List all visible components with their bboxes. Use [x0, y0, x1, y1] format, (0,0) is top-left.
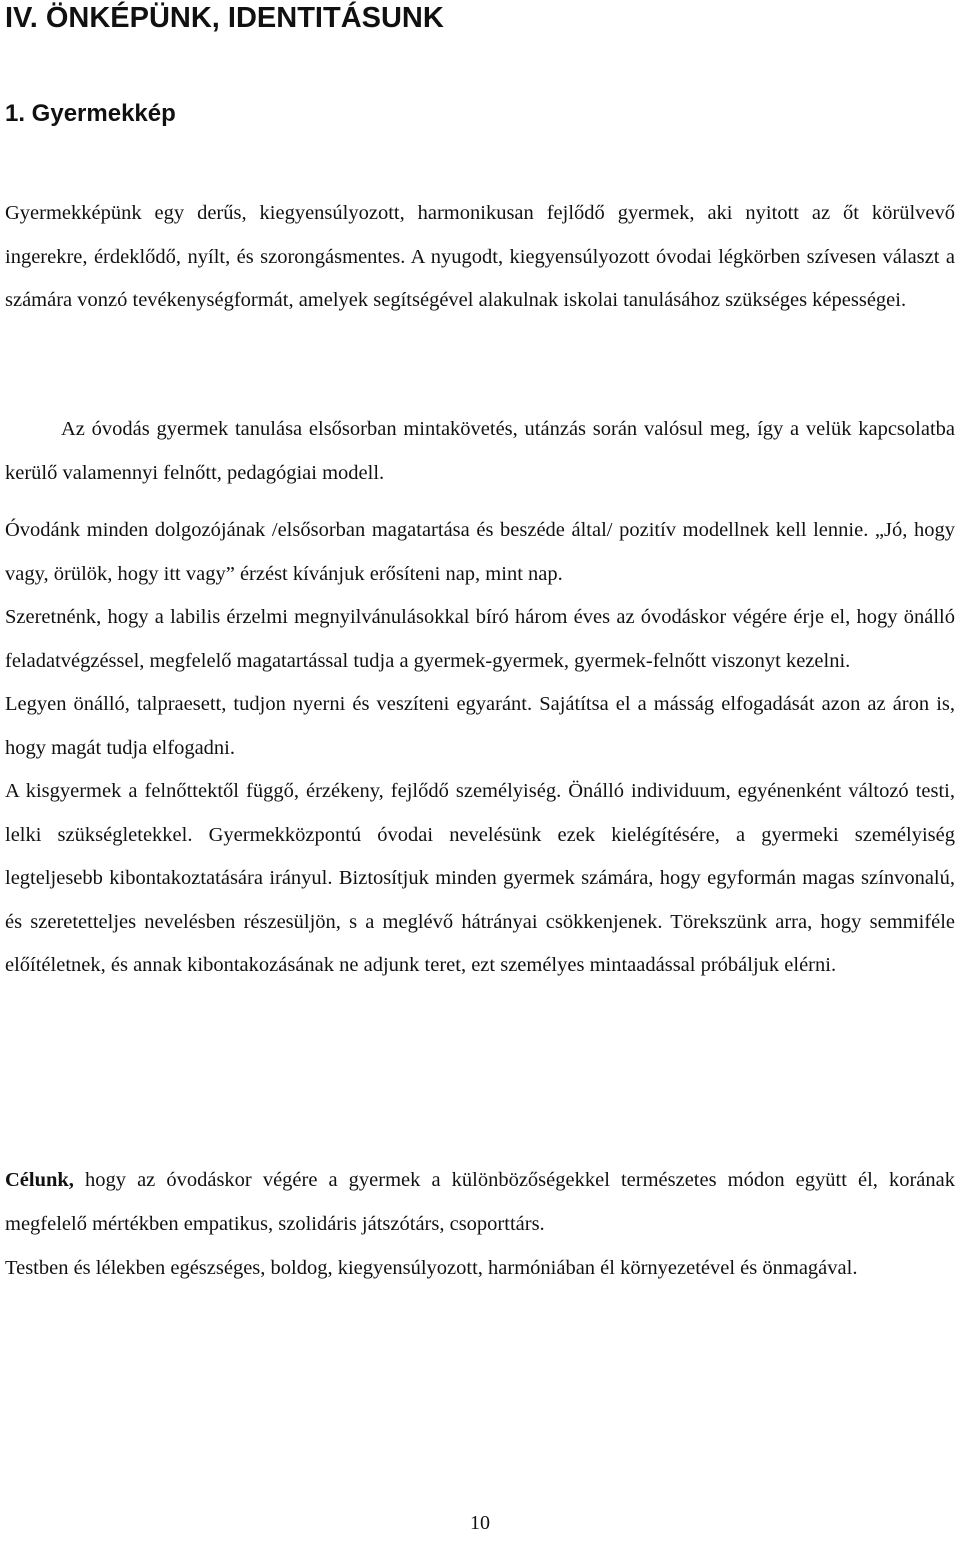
- paragraph-text: Gyermekképünk egy derűs, kiegyensúlyozott, harmonikusan fejlődő gyermek, aki nyitott az őt körülvevő ingerekre, érdeklődő, nyílt, és szorongásmentes. A nyugodt, kiegyensúlyozott óvodai légkörben szívesen választ a számára vonzó tevékenységformát, amelyek segítségével alakulnak iskolai tanulásához szükséges képességei.: [5, 202, 955, 311]
- paragraph-gyermekkep: [5, 192, 955, 323]
- paragraph-rest: hogy az óvodáskor végére a gyermek a különbözőségekkel természetes módon együtt él, korának megfelelő mértékben empatikus, szolidáris játszótárs, csoporttárs.: [5, 1169, 955, 1235]
- paragraph-text: [5, 1159, 955, 1246]
- paragraph-tanulas: [5, 408, 955, 495]
- paragraph-line: Szeretnénk, hogy a labilis érzelmi megnyilvánulásokkal bíró három éves az óvodáskor végére érje el, hogy önálló feladatvégzéssel, megfelelő magatartással tudja a gyermek-gyermek, gyermek-felnőtt viszonyt kezelni.: [5, 606, 955, 672]
- paragraph-line: Legyen önálló, talpraesett, tudjon nyerni és veszíteni egyaránt. Sajátítsa el a másság elfogadását azon az áron is, hogy magát tudja elfogadni.: [5, 693, 955, 759]
- chapter-heading: IV. ÖNKÉPÜNK, IDENTITÁSUNK: [5, 2, 444, 34]
- paragraph-celunk: [5, 1159, 955, 1246]
- paragraph-line: Óvodánk minden dolgozójának /elsősorban magatartása és beszéde által/ pozitív modellnek kell lennie. „Jó, hogy vagy, örülök, hogy itt vagy” érzést kívánjuk erősíteni nap, mint nap.: [5, 519, 955, 585]
- paragraph-lead-bold: Célunk,: [5, 1169, 74, 1191]
- paragraph-line: A kisgyermek a felnőttektől függő, érzékeny, fejlődő személyiség. Önálló individuum, egyénenként változó testi, lelki szükségletekkel. Gyermekközpontú óvodai nevelésünk ezek kielégítésére, a gyermeki személyiség legteljesebb kibontakoztatására irányul. Biztosítjuk minden gyermek számára, hogy egyformán magas színvonalú, és szeretetteljes nevelésben részesüljön, s a meglévő hátrányai csökkenjenek. Törekszünk arra, hogy semmiféle előítéletnek, és annak kibontakozásának ne adjunk teret, ezt személyes mintaadással próbáljuk elérni.: [5, 780, 955, 976]
- section-heading: 1. Gyermekkép: [5, 100, 176, 127]
- page-number: 10: [470, 1512, 490, 1534]
- paragraph-testben: [5, 1247, 955, 1291]
- paragraph-text: Testben és lélekben egészséges, boldog, kiegyensúlyozott, harmóniában él környezetével és önmagával.: [5, 1257, 858, 1279]
- paragraph-block-modell: [5, 509, 955, 988]
- paragraph-text: Az óvodás gyermek tanulása elsősorban mintakövetés, utánzás során valósul meg, így a velük kapcsolatba kerülő valamennyi felnőtt, pedagógiai modell.: [5, 418, 955, 484]
